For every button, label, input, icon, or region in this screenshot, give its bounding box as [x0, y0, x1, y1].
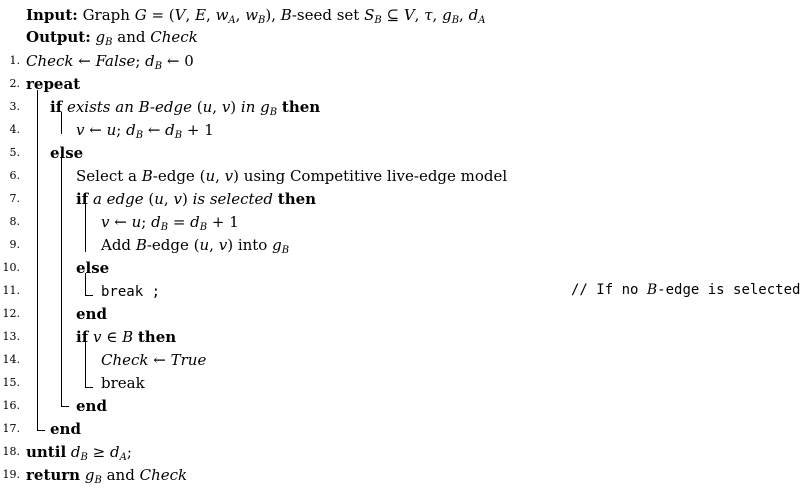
line-number: 2.: [9, 77, 20, 90]
else-block-bar: [61, 158, 62, 406]
input-label: Input:: [26, 6, 78, 24]
code-line-10: else: [76, 259, 110, 277]
code-line-13: if v ∈ B then: [76, 328, 177, 346]
code-line-4: v ← u; $d_B$ ← $d_B + 1$: [76, 121, 214, 141]
line-number: 8.: [9, 215, 20, 228]
line-number: 1.: [9, 54, 20, 67]
code-line-7: if a edge (u, v) is selected then: [76, 190, 317, 208]
line-number: 7.: [9, 192, 20, 205]
code-line-1: Check ← False; $d_B$ ← 0: [26, 52, 194, 72]
else-inner-tick: [85, 295, 93, 296]
line-number: 14.: [2, 353, 20, 366]
line-number: 12.: [2, 307, 20, 320]
line-number: 18.: [2, 445, 20, 458]
comment-text: // If no B-edge is selected: [571, 282, 800, 298]
line-number: 6.: [9, 169, 20, 182]
code-line-9: Add B-edge (u, v) into $g_B$: [101, 236, 290, 256]
if-v-tick: [85, 387, 93, 388]
code-line-6: Select a B-edge (u, v) using Competitive live-edge model: [76, 167, 508, 185]
code-line-17: end: [50, 420, 81, 438]
line-number: 3.: [9, 100, 20, 113]
input-desc: Graph G = (V, E, $w_A$, $w_B$), B-seed set $S_B$ ⊆ V, τ, $g_B$, $d_A$: [82, 6, 486, 26]
line-number: 9.: [9, 238, 20, 251]
code-line-12: end: [76, 305, 107, 323]
line-number: 13.: [2, 330, 20, 343]
else-block-tick: [61, 406, 69, 407]
line-number: 10.: [2, 261, 20, 274]
code-line-15: break: [101, 374, 145, 392]
code-line-2: repeat: [26, 75, 81, 93]
line-number: 15.: [2, 376, 20, 389]
repeat-block-tick: [37, 430, 45, 431]
line-number: 19.: [2, 468, 20, 481]
line-number: 16.: [2, 399, 20, 412]
output-label: Output:: [26, 28, 91, 46]
line-number: 11.: [2, 284, 20, 297]
code-line-5: else: [50, 144, 84, 162]
code-line-16: end: [76, 397, 107, 415]
line-number: 4.: [9, 123, 20, 136]
code-line-18: until $d_B \ge d_A$;: [26, 443, 132, 463]
repeat-block-bar: [37, 90, 38, 430]
input-line: [26, 6, 485, 29]
line-number: 17.: [2, 422, 20, 435]
code-line-8: v ← u; $d_B = d_B + 1$: [101, 213, 239, 233]
code-line-14: Check ← True: [101, 351, 207, 369]
code-line-3: if exists an B-edge (u, v) in $g_B$ then: [50, 98, 321, 118]
line-number: 5.: [9, 146, 20, 159]
output-line: Output: $g_B$ and Check: [26, 28, 198, 48]
code-line-11: break ; // If no B-edge is selected: [101, 282, 800, 300]
code-line-19: return $g_B$ and Check: [26, 466, 188, 486]
